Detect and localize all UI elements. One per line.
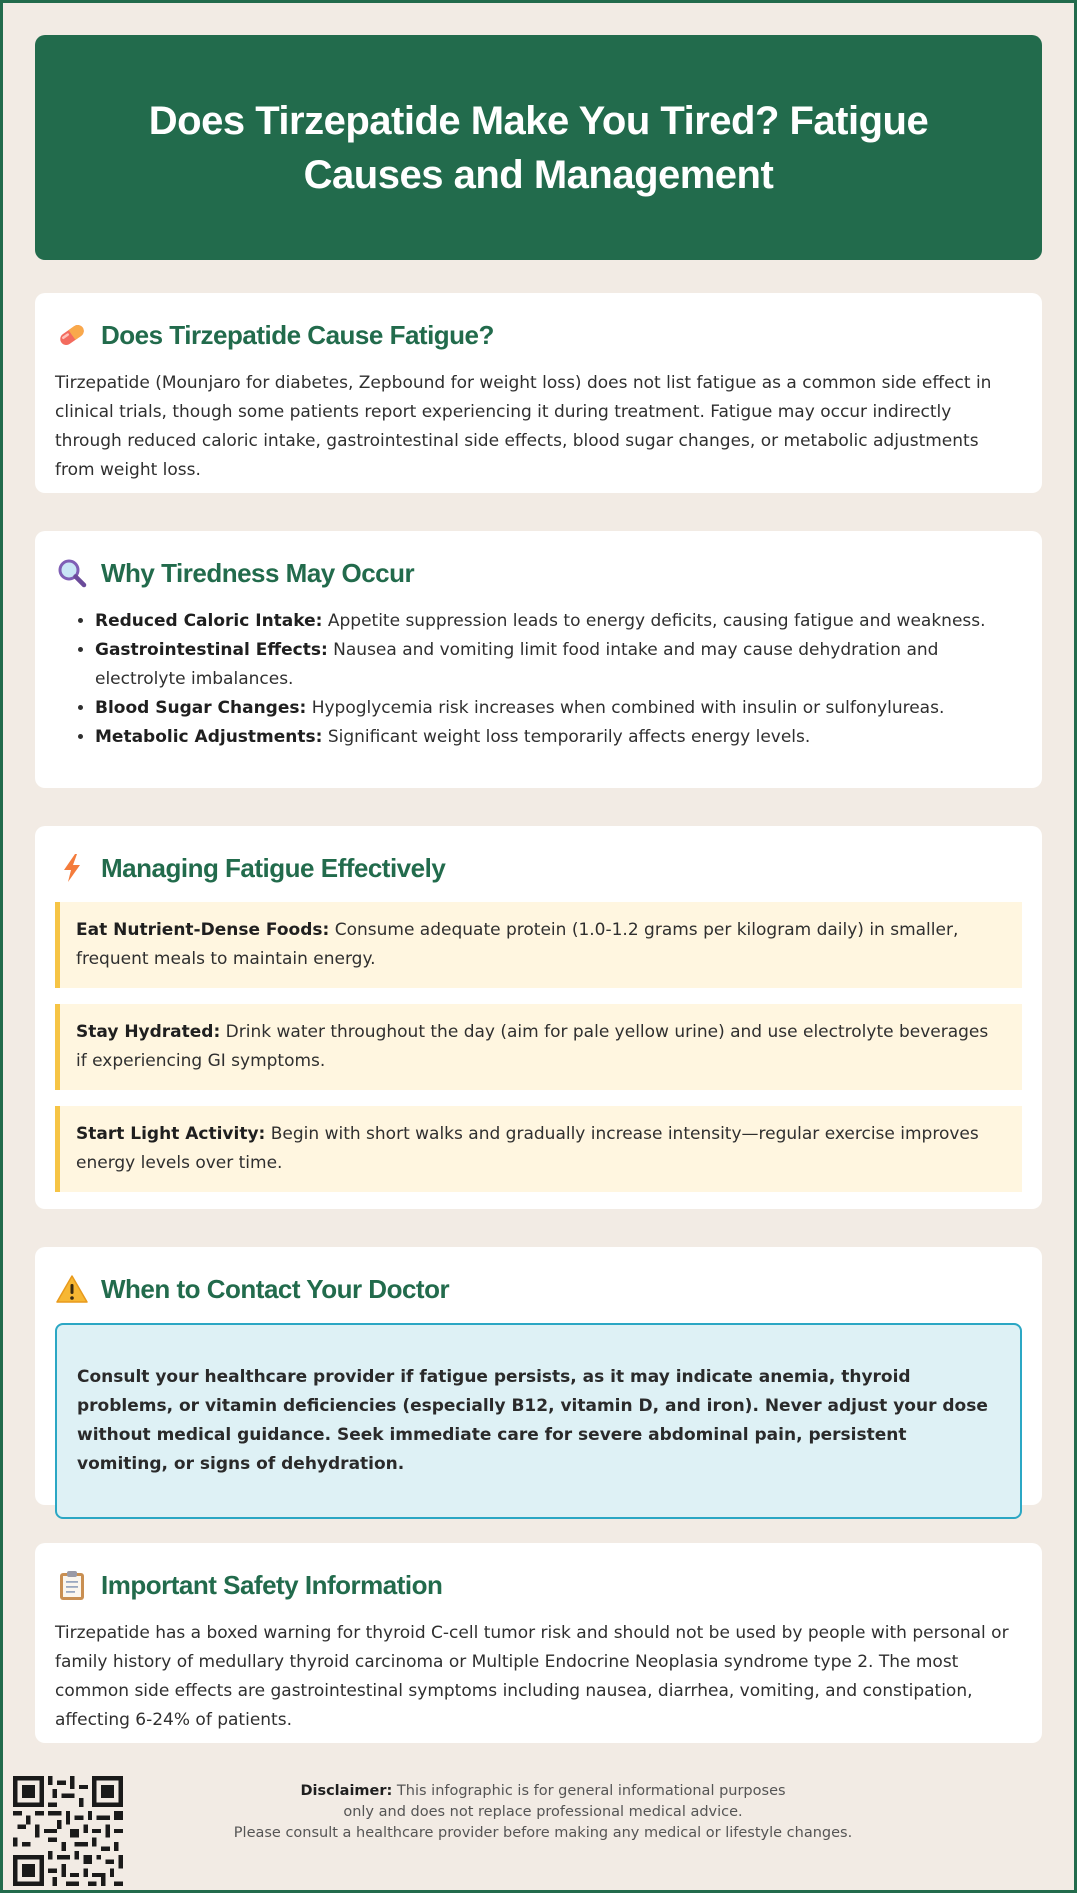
qr-code <box>13 1776 123 1886</box>
tip-text: Drink water throughout the day (aim for pale yellow urine) and use electrolyte beverages if experiencing GI symptoms. <box>76 1022 989 1071</box>
clipboard-icon <box>55 1568 89 1602</box>
title-banner <box>35 35 1042 260</box>
tip-text: Consume adequate protein (1.0-1.2 grams per kilogram daily) in smaller, frequent meals to maintain energy. <box>76 920 959 969</box>
manage-card <box>35 826 1042 1209</box>
reason-list <box>55 607 1022 752</box>
pill-icon <box>55 318 89 352</box>
manage-title: Managing Fatigue Effectively <box>101 852 446 883</box>
warning-icon <box>55 1272 89 1306</box>
disclaimer-line-1: This infographic is for general informational purposes <box>392 1783 786 1799</box>
cause-card <box>35 293 1042 493</box>
item-text: Significant weight loss temporarily affects energy levels. <box>322 727 811 747</box>
lightning-icon <box>55 851 89 885</box>
item-label: Reduced Caloric Intake: <box>95 611 323 631</box>
item-label: Blood Sugar Changes: <box>95 698 307 718</box>
tip-card <box>55 902 1022 988</box>
why-title: Why Tiredness May Occur <box>101 557 415 588</box>
safety-body: Tirzepatide has a boxed warning for thyroid C-cell tumor risk and should not be used by people with personal or family history of medullary thyroid carcinoma or Multiple Endocrine Neoplasia syndrome type 2. The most common side effects are gastrointestinal symptoms including nausea, diarrhea, vomiting, and constipation, affecting 6-24% of patients. <box>55 1623 1009 1730</box>
tip-label: Stay Hydrated: <box>76 1022 221 1042</box>
item-label: Gastrointestinal Effects: <box>95 640 328 660</box>
disclaimer <box>203 1781 883 1844</box>
page-title: Does Tirzepatide Make You Tired? Fatigue Causes and Management <box>148 98 929 197</box>
manage-heading <box>55 848 1022 888</box>
magnifier-icon <box>55 556 89 590</box>
disclaimer-line-2: only and does not replace professional medical advice. <box>343 1804 743 1820</box>
tip-text: Begin with short walks and gradually increase intensity—regular exercise improves energy levels over time. <box>76 1124 979 1173</box>
disclaimer-line-3: Please consult a healthcare provider before making any medical or lifestyle changes. <box>233 1825 853 1841</box>
item-text: Hypoglycemia risk increases when combined with insulin or sulfonylureas. <box>306 698 945 718</box>
cause-title: Does Tirzepatide Cause Fatigue? <box>101 319 494 350</box>
safety-title: Important Safety Information <box>101 1569 443 1600</box>
doctor-alert: Consult your healthcare provider if fatigue persists, as it may indicate anemia, thyroid problems, or vitamin deficiencies (especially B12, vitamin D, and iron). Never adjust your dose without medical guidance. Seek immediate care for severe abdominal pain, persistent vomiting, or signs of dehydration. <box>55 1323 1022 1519</box>
doctor-heading <box>55 1269 1022 1309</box>
cause-heading <box>55 315 1022 355</box>
item-text: Appetite suppression leads to energy deficits, causing fatigue and weakness. <box>322 611 986 631</box>
tip-card <box>55 1106 1022 1192</box>
doctor-title: When to Contact Your Doctor <box>101 1273 450 1304</box>
item-label: Metabolic Adjustments: <box>95 727 323 747</box>
list-item <box>95 694 1022 723</box>
tip-card <box>55 1004 1022 1090</box>
list-item <box>95 723 1022 752</box>
why-card <box>35 531 1042 788</box>
tip-label: Start Light Activity: <box>76 1124 266 1144</box>
doctor-card <box>35 1247 1042 1505</box>
safety-card <box>35 1543 1042 1743</box>
why-heading <box>55 553 1022 593</box>
item-text: Nausea and vomiting limit food intake and may cause dehydration and electrolyte imbalances. <box>95 640 939 689</box>
list-item <box>95 607 1022 636</box>
tip-label: Eat Nutrient-Dense Foods: <box>76 920 330 940</box>
disclaimer-label: Disclaimer: <box>300 1783 393 1799</box>
list-item <box>95 636 1022 694</box>
cause-body: Tirzepatide (Mounjaro for diabetes, Zepbound for weight loss) does not list fatigue as a common side effect in clinical trials, though some patients report experiencing it during treatment. Fatigue may occur indirectly through reduced caloric intake, gastrointestinal side effects, blood sugar changes, or metabolic adjustments from weight loss. <box>55 373 992 480</box>
safety-heading <box>55 1565 1022 1605</box>
